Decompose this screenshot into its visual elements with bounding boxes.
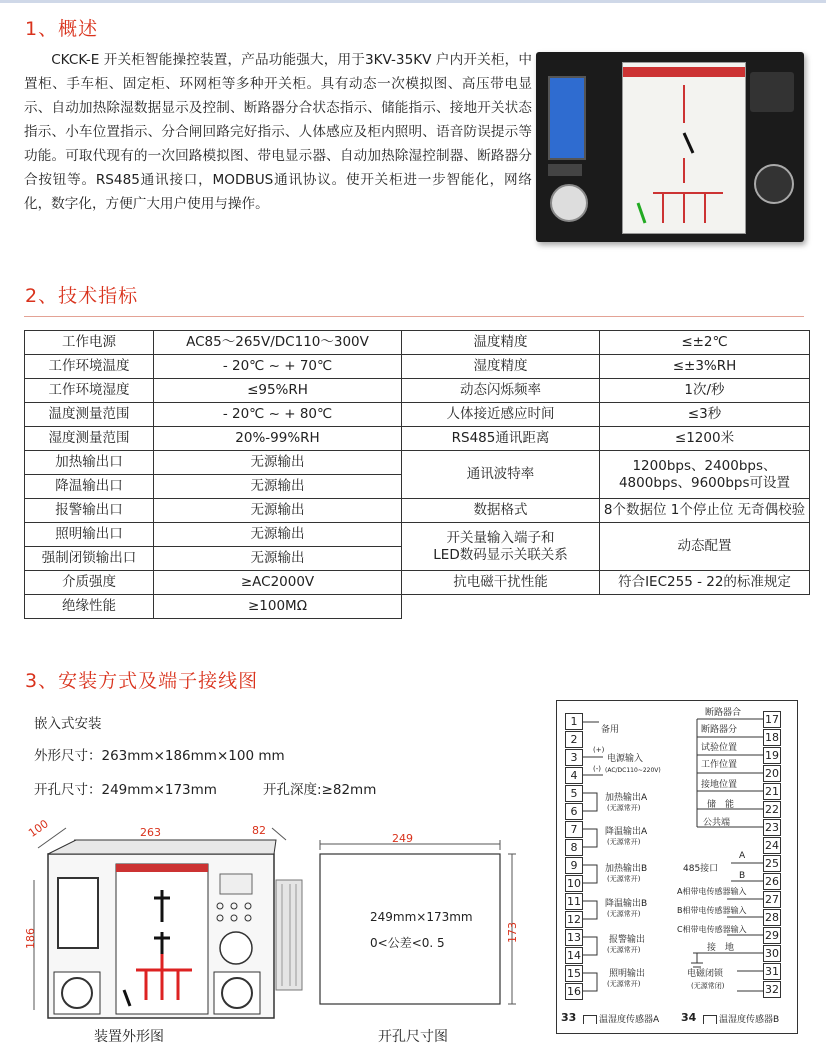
terminal-number: 9 xyxy=(565,857,583,874)
spec-value: - 20℃ ~ + 80℃ xyxy=(154,403,402,427)
table-row xyxy=(25,595,810,619)
sensor-a-icon xyxy=(583,1015,597,1024)
device-lcd xyxy=(548,76,586,160)
terminal-number: 18 xyxy=(765,731,779,744)
terminal-number: 17 xyxy=(765,713,779,726)
spec-key: 湿度测量范围 xyxy=(25,427,154,451)
section2-title: 2、技术指标 xyxy=(25,285,139,307)
label-cool-a: 降温输出A xyxy=(605,827,648,837)
intro-text xyxy=(24,48,532,216)
terminal-diagram xyxy=(556,700,798,1034)
label-heat-a-sub: (无源常开) xyxy=(607,804,641,812)
terminal-number: 32 xyxy=(765,983,779,996)
terminal-number: 24 xyxy=(765,839,779,852)
label-light-sub: (无源常开) xyxy=(607,980,641,988)
sensor-b-icon xyxy=(703,1015,717,1024)
label-485-a: A xyxy=(739,851,746,861)
terminal-number: 1 xyxy=(565,713,583,730)
switch-key-line-2: LED数码显示关联关系 xyxy=(433,546,568,563)
terminal-number: 6 xyxy=(565,803,583,820)
terminal-number: 4 xyxy=(565,767,583,784)
terminal-number: 15 xyxy=(567,967,581,980)
label-sense-c: C相带电传感器输入 xyxy=(677,925,747,934)
spec-value: 1次/秒 xyxy=(600,379,810,403)
table-row xyxy=(25,427,810,451)
terminal-number: 25 xyxy=(765,857,779,870)
empty-cell xyxy=(600,595,810,619)
terminal-number: 16 xyxy=(567,985,581,998)
device-mimic-panel xyxy=(622,62,746,234)
terminal-number: 23 xyxy=(765,821,779,834)
label-test-pos: 试验位置 xyxy=(701,743,738,753)
label-lock-sub: (无源常闭) xyxy=(691,982,725,990)
label-sensor-a: 温湿度传感器A xyxy=(599,1015,660,1025)
spec-key: RS485通讯距离 xyxy=(402,427,600,451)
terminal-number: 12 xyxy=(567,913,581,926)
spec-key: 数据格式 xyxy=(402,499,600,523)
label-heat-b: 加热输出B xyxy=(605,864,648,874)
label-lock: 电磁闭锁 xyxy=(687,969,724,979)
spec-value: ≥100MΩ xyxy=(154,595,402,619)
spec-value: ≤±3%RH xyxy=(600,355,810,379)
spec-key: 湿度精度 xyxy=(402,355,600,379)
label-cool-a-sub: (无源常开) xyxy=(607,838,641,846)
label-heat-b-sub: (无源常开) xyxy=(607,875,641,883)
label-plus: (+) xyxy=(593,746,605,754)
spec-key: 温度测量范围 xyxy=(25,403,154,427)
spec-key: 加热输出口 xyxy=(25,451,154,475)
spec-value: 无源输出 xyxy=(154,499,402,523)
dim-263: 263 xyxy=(140,826,161,839)
label-storage: 储 能 xyxy=(707,800,735,810)
terminal-number: 31 xyxy=(765,965,779,978)
spec-key: 降温输出口 xyxy=(25,475,154,499)
dim-249: 249 xyxy=(392,832,413,845)
dim-186: 186 xyxy=(24,928,37,949)
spec-value: ≤3秒 xyxy=(600,403,810,427)
table-row xyxy=(25,499,810,523)
label-light: 照明输出 xyxy=(609,969,646,979)
cutout-drawing xyxy=(310,830,530,1020)
spec-value: 无源输出 xyxy=(154,547,402,571)
label-power: 电源输入 xyxy=(607,754,644,764)
terminal-number: 28 xyxy=(765,911,779,924)
terminal-number: 5 xyxy=(565,785,583,802)
terminal-number: 10 xyxy=(567,877,581,890)
section3-title: 3、安装方式及端子接线图 xyxy=(25,670,259,692)
spec-key: 介质强度 xyxy=(25,571,154,595)
terminal-number: 11 xyxy=(567,895,581,908)
cutout-dim-text: 249mm×173mm xyxy=(370,910,473,924)
device-speaker xyxy=(750,72,794,112)
top-border xyxy=(0,0,826,3)
outline-drawing xyxy=(24,820,314,1035)
terminal-number: 20 xyxy=(765,767,779,780)
label-spare: 备用 xyxy=(601,725,620,735)
table-row xyxy=(25,355,810,379)
spec-value: ≤1200米 xyxy=(600,427,810,451)
spec-key: 强制闭锁输出口 xyxy=(25,547,154,571)
spec-value: 符合IEC255 - 22的标准规定 xyxy=(600,571,810,595)
cutout-tolerance: 0<公差<0. 5 xyxy=(370,936,445,950)
baud-line-1: 1200bps、2400bps、 xyxy=(632,457,777,474)
terminal-number: 22 xyxy=(765,803,779,816)
spec-value-baud xyxy=(600,451,810,499)
table-row xyxy=(25,571,810,595)
spec-key: 照明输出口 xyxy=(25,523,154,547)
table-row xyxy=(25,523,810,547)
spec-value: ≤95%RH xyxy=(154,379,402,403)
section2-divider xyxy=(24,316,804,317)
spec-value: 20%-99%RH xyxy=(154,427,402,451)
device-left-knob xyxy=(550,184,588,222)
spec-value: ≤±2℃ xyxy=(600,331,810,355)
terminal-number: 7 xyxy=(565,821,583,838)
device-mimic-diagram xyxy=(623,63,745,233)
terminal-number: 19 xyxy=(765,749,779,762)
spec-value: 无源输出 xyxy=(154,523,402,547)
spec-value: 无源输出 xyxy=(154,451,402,475)
spec-value: 8个数据位 1个停止位 无奇偶校验 xyxy=(600,499,810,523)
terminal-number: 13 xyxy=(567,931,581,944)
cutout-depth: 开孔深度:≥82mm xyxy=(263,782,377,798)
label-cool-b: 降温输出B xyxy=(605,899,648,909)
device-photo xyxy=(536,52,804,242)
terminal-number: 26 xyxy=(765,875,779,888)
terminal-number: 8 xyxy=(565,839,583,856)
spec-value: ≥AC2000V xyxy=(154,571,402,595)
table-row xyxy=(25,331,810,355)
label-power-sub: (AC/DC110~220V) xyxy=(605,767,661,774)
label-485: 485接口 xyxy=(683,864,719,874)
mount-type: 嵌入式安装 xyxy=(34,716,102,732)
terminal-number: 3 xyxy=(565,749,583,766)
table-row xyxy=(25,379,810,403)
device-right-knob xyxy=(754,164,794,204)
spec-key-switch xyxy=(402,523,600,571)
outline-size: 外形尺寸：263mm×186mm×100 mm xyxy=(34,748,285,764)
label-earth-pos: 接地位置 xyxy=(701,780,738,790)
terminal-number: 2 xyxy=(565,731,583,748)
label-sensor-b: 温湿度传感器B xyxy=(719,1015,780,1025)
label-485-b: B xyxy=(739,871,746,881)
label-cb-close: 断路器合 xyxy=(705,708,742,718)
empty-cell xyxy=(402,595,600,619)
table-row xyxy=(25,451,810,475)
device-buttons xyxy=(548,164,582,176)
terminal-number: 21 xyxy=(765,785,779,798)
terminal-wires xyxy=(557,701,797,1033)
spec-table xyxy=(24,330,810,619)
baud-line-2: 4800bps、9600bps可设置 xyxy=(618,474,791,491)
spec-key: 绝缘性能 xyxy=(25,595,154,619)
label-minus: (-) xyxy=(593,765,601,773)
spec-key: 报警输出口 xyxy=(25,499,154,523)
intro-paragraph: CKCK-E 开关柜智能操控装置，产品功能强大，用于3KV-35KV 户内开关柜，中置柜、手车柜、固定柜、环网柜等多种开关柜。具有动态一次模拟图、高压带电显示、自动加热除湿数据显示及控制、断路器分合状态指示、储能指示、接地开关状态指示、小车位置指示、分合闸回路完好指示、人体感应及柜内照明、语音防误提示等功能。可取代现有的一次回路模拟图、带电显示器、自动加热除湿控制器、断路器分合按钮等。RS485通讯接口，MODBUS通讯协议。使开关柜进一步智能化，网络化，数字化，方便广大用户使用与操作。 xyxy=(24,52,532,212)
terminal-number: 27 xyxy=(765,893,779,906)
terminal-number: 29 xyxy=(765,929,779,942)
cutout-size: 开孔尺寸：249mm×173mm xyxy=(34,782,217,798)
switch-key-line-1: 开关量输入端子和 xyxy=(446,529,555,546)
spec-key: 温度精度 xyxy=(402,331,600,355)
spec-key-baud: 通讯波特率 xyxy=(402,451,600,499)
dim-173: 173 xyxy=(506,922,519,943)
spec-key: 抗电磁干扰性能 xyxy=(402,571,600,595)
label-sense-a: A相带电传感器输入 xyxy=(677,887,747,896)
spec-key: 工作环境温度 xyxy=(25,355,154,379)
spec-key: 工作电源 xyxy=(25,331,154,355)
label-alarm: 报警输出 xyxy=(609,935,646,945)
table-row xyxy=(25,403,810,427)
terminal-33: 33 xyxy=(561,1011,577,1024)
spec-key: 动态闪烁频率 xyxy=(402,379,600,403)
spec-value: 无源输出 xyxy=(154,475,402,499)
spec-value: - 20℃ ~ + 70℃ xyxy=(154,355,402,379)
dim-100: 100 xyxy=(26,817,51,840)
spec-value-switch: 动态配置 xyxy=(600,523,810,571)
label-cb-open: 断路器分 xyxy=(701,725,738,735)
spec-key: 工作环境湿度 xyxy=(25,379,154,403)
dim-82: 82 xyxy=(252,824,266,837)
spec-key: 人体接近感应时间 xyxy=(402,403,600,427)
spec-value: AC85～265V/DC110～300V xyxy=(154,331,402,355)
label-work-pos: 工作位置 xyxy=(701,760,738,770)
label-common: 公共端 xyxy=(703,818,731,828)
label-sense-b: B相带电传感器输入 xyxy=(677,906,747,915)
terminal-number: 30 xyxy=(765,947,779,960)
terminal-34: 34 xyxy=(681,1011,697,1024)
terminal-number: 14 xyxy=(567,949,581,962)
caption-cutout: 开孔尺寸图 xyxy=(378,1029,448,1045)
caption-outline: 装置外形图 xyxy=(94,1029,164,1045)
label-alarm-sub: (无源常开) xyxy=(607,946,641,954)
section1-title: 1、概述 xyxy=(25,18,99,40)
label-ground: 接 地 xyxy=(707,943,735,953)
label-heat-a: 加热输出A xyxy=(605,793,648,803)
label-cool-b-sub: (无源常开) xyxy=(607,910,641,918)
